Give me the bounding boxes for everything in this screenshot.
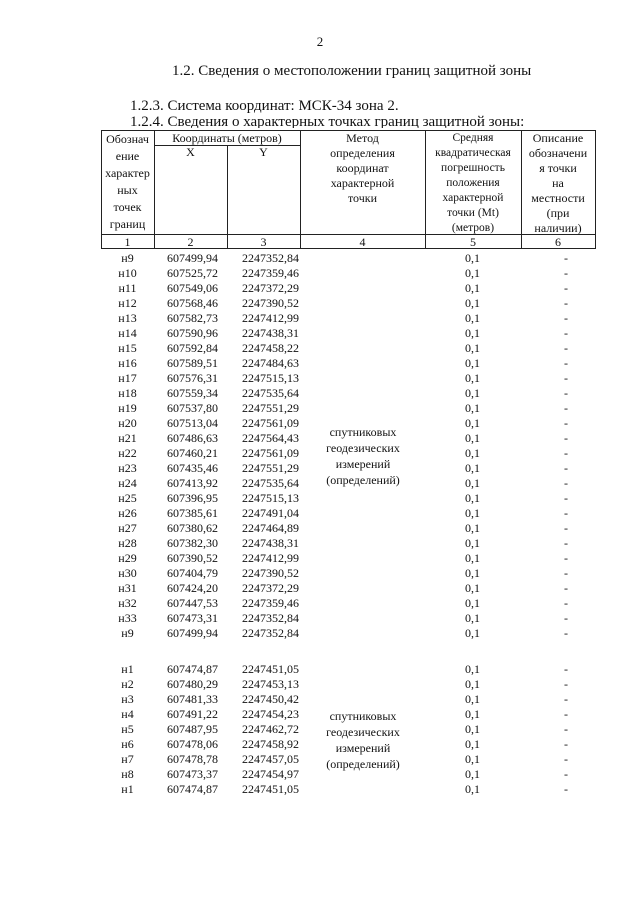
y-coordinate: 2247491,04 [242,506,299,520]
point-name: н7 [121,752,134,766]
point-name: н11 [118,281,137,295]
description-value: - [564,767,568,781]
header-line: Метод [346,131,379,145]
accuracy-value: 0,1 [465,386,480,400]
description-value: - [564,521,568,535]
header-line: Обознач [106,132,149,146]
x-coordinate: 607473,37 [167,767,218,781]
x-coordinate: 607404,79 [167,566,218,580]
description-value: - [564,782,568,796]
y-coordinate: 2247451,05 [242,782,299,796]
y-coordinate: 2247535,64 [242,476,299,490]
description-value: - [564,677,568,691]
method-line: измерений [335,457,391,471]
header-line: точки [347,191,378,205]
section-heading: 1.2. Сведения о местоположении границ защитной зоны [172,63,532,79]
header-line: я точки [539,161,577,175]
table-row [101,596,596,611]
table-row [101,611,596,626]
y-coordinate: 2247453,13 [242,677,299,691]
accuracy-value: 0,1 [465,692,480,706]
header-x: X [186,145,195,159]
description-value: - [564,596,568,610]
table-row [101,677,596,692]
header-line: местности [531,191,585,205]
y-coordinate: 2247458,92 [242,737,299,751]
table-row [101,386,596,401]
accuracy-value: 0,1 [465,662,480,676]
point-name: н10 [118,266,137,280]
column-number-2: 2 [187,235,194,249]
coordinate-system-line: 1.2.3. Система координат: МСК-34 зона 2. [130,98,399,114]
x-coordinate: 607592,84 [167,341,218,355]
header-line: характерной [330,176,395,190]
x-coordinate: 607390,52 [167,551,218,565]
description-value: - [564,737,568,751]
header-line: (метров) [451,222,495,234]
table-row [101,296,596,311]
point-name: н30 [118,566,137,580]
accuracy-value: 0,1 [465,626,480,640]
y-coordinate: 2247515,13 [242,491,299,505]
y-coordinate: 2247372,29 [242,581,299,595]
y-coordinate: 2247457,05 [242,752,299,766]
x-coordinate: 607582,73 [167,311,218,325]
point-name: н18 [118,386,137,400]
x-coordinate: 607491,22 [167,707,218,721]
header-line: погрешность [441,162,505,174]
accuracy-value: 0,1 [465,281,480,295]
method-line: спутниковых [329,709,397,723]
header-line: обозначени [528,146,588,160]
header-accuracy [425,131,521,236]
description-value: - [564,692,568,706]
y-coordinate: 2247454,97 [242,767,299,781]
y-coordinate: 2247454,23 [242,707,299,721]
x-coordinate: 607385,61 [167,506,218,520]
table-row [101,491,596,506]
description-value: - [564,446,568,460]
description-value: - [564,506,568,520]
description-value: - [564,401,568,415]
y-coordinate: 2247359,46 [242,596,299,610]
x-coordinate: 607447,53 [167,596,218,610]
table-row [101,326,596,341]
point-name: н8 [121,767,134,781]
y-coordinate: 2247438,31 [242,326,299,340]
point-name: н21 [118,431,137,445]
point-name: н23 [118,461,137,475]
accuracy-value: 0,1 [465,326,480,340]
header-line: (при [546,206,570,220]
description-value: - [564,581,568,595]
header-line: определения [330,146,395,160]
y-coordinate: 2247551,29 [242,401,299,415]
y-coordinate: 2247515,13 [242,371,299,385]
accuracy-value: 0,1 [465,551,480,565]
point-name: н27 [118,521,137,535]
point-name: н32 [118,596,137,610]
x-coordinate: 607435,46 [167,461,218,475]
header-line: ных [117,183,138,197]
accuracy-value: 0,1 [465,401,480,415]
accuracy-value: 0,1 [465,461,480,475]
accuracy-value: 0,1 [465,521,480,535]
col-divider-2 [227,145,228,249]
point-name: н24 [118,476,137,490]
accuracy-value: 0,1 [465,251,480,265]
accuracy-value: 0,1 [465,296,480,310]
accuracy-value: 0,1 [465,611,480,625]
description-value: - [564,611,568,625]
column-number-1: 1 [124,235,131,249]
y-coordinate: 2247464,89 [242,521,299,535]
x-coordinate: 607380,62 [167,521,218,535]
x-coordinate: 607559,34 [167,386,218,400]
x-coordinate: 607473,31 [167,611,218,625]
accuracy-value: 0,1 [465,506,480,520]
table-row [101,662,596,677]
x-coordinate: 607486,63 [167,431,218,445]
header-line: точки (Mt) [447,207,499,219]
accuracy-value: 0,1 [465,677,480,691]
column-number-5: 5 [470,235,476,249]
description-value: - [564,296,568,310]
x-coordinate: 607478,78 [167,752,218,766]
y-coordinate: 2247359,46 [242,266,299,280]
header-line: на [552,176,564,190]
point-name: н28 [118,536,137,550]
point-name: н9 [121,251,134,265]
table-row [101,566,596,581]
point-name: н4 [121,707,134,721]
accuracy-value: 0,1 [465,707,480,721]
header-line: положения [446,177,500,189]
description-value: - [564,626,568,640]
x-coordinate: 607568,46 [167,296,218,310]
description-value: - [564,326,568,340]
accuracy-value: 0,1 [465,266,480,280]
point-name: н20 [118,416,137,430]
method-line: геодезических [326,725,400,739]
header-line: Средняя [452,132,494,144]
description-value: - [564,371,568,385]
y-coordinate: 2247372,29 [242,281,299,295]
point-name: н15 [118,341,137,355]
description-value: - [564,752,568,766]
y-coordinate: 2247561,09 [242,416,299,430]
method-line: (определений) [326,473,400,487]
accuracy-value: 0,1 [465,416,480,430]
y-coordinate: 2247352,84 [242,611,299,625]
header-line: характер [105,166,150,180]
accuracy-value: 0,1 [465,491,480,505]
method-line: геодезических [326,441,400,455]
header-line: ение [115,149,140,163]
y-coordinate: 2247450,42 [242,692,299,706]
x-coordinate: 607478,06 [167,737,218,751]
method-line: спутниковых [329,425,397,439]
method-line: измерений [335,741,391,755]
point-name: н17 [118,371,137,385]
description-value: - [564,311,568,325]
point-name: н3 [121,692,134,706]
y-coordinate: 2247352,84 [242,626,299,640]
accuracy-value: 0,1 [465,536,480,550]
point-name: н12 [118,296,137,310]
point-name: н1 [121,782,134,796]
point-name: н9 [121,626,134,640]
point-name: н13 [118,311,137,325]
y-coordinate: 2247535,64 [242,386,299,400]
x-coordinate: 607499,94 [167,626,218,640]
accuracy-value: 0,1 [465,446,480,460]
accuracy-value: 0,1 [465,341,480,355]
description-value: - [564,341,568,355]
y-coordinate: 2247352,84 [242,251,299,265]
point-name: н16 [118,356,137,370]
description-value: - [564,386,568,400]
description-value: - [564,281,568,295]
description-value: - [564,551,568,565]
method-line: (определений) [326,757,400,771]
description-value: - [564,266,568,280]
column-number-3: 3 [260,235,267,249]
accuracy-value: 0,1 [465,782,480,796]
description-value: - [564,707,568,721]
y-coordinate: 2247564,43 [242,431,299,445]
table-right-border [595,130,596,249]
description-value: - [564,566,568,580]
column-number-4: 4 [359,235,366,249]
accuracy-value: 0,1 [465,356,480,370]
x-coordinate: 607589,51 [167,356,218,370]
header-y: Y [259,145,268,159]
table-row [101,521,596,536]
table-row [101,626,596,641]
point-name: н31 [118,581,137,595]
description-value: - [564,476,568,490]
table-row [101,341,596,356]
y-coordinate: 2247484,63 [242,356,299,370]
accuracy-value: 0,1 [465,737,480,751]
y-coordinate: 2247561,09 [242,446,299,460]
accuracy-value: 0,1 [465,596,480,610]
method-group-2 [308,708,418,772]
table-row [101,266,596,281]
x-coordinate: 607474,87 [167,662,218,676]
header-coordinates: Координаты (метров) [172,131,282,145]
header-line: наличии) [534,221,582,235]
x-coordinate: 607424,20 [167,581,218,595]
header-line: характерной [442,192,504,204]
accuracy-value: 0,1 [465,431,480,445]
header-point-name [101,131,154,233]
point-name: н6 [121,737,134,751]
point-name: н14 [118,326,137,340]
header-method [300,131,425,206]
table-row [101,692,596,707]
table-row [101,536,596,551]
x-coordinate: 607474,87 [167,782,218,796]
y-coordinate: 2247390,52 [242,296,299,310]
accuracy-value: 0,1 [465,476,480,490]
description-value: - [564,722,568,736]
x-coordinate: 607499,94 [167,251,218,265]
y-coordinate: 2247551,29 [242,461,299,475]
point-name: н25 [118,491,137,505]
point-name: н5 [121,722,134,736]
accuracy-value: 0,1 [465,566,480,580]
description-value: - [564,491,568,505]
accuracy-value: 0,1 [465,371,480,385]
description-value: - [564,416,568,430]
x-coordinate: 607382,30 [167,536,218,550]
header-line: Описание [532,131,584,145]
accuracy-value: 0,1 [465,311,480,325]
point-name: н1 [121,662,134,676]
table-row [101,251,596,266]
description-value: - [564,461,568,475]
table-row [101,401,596,416]
y-coordinate: 2247451,05 [242,662,299,676]
point-name: н33 [118,611,137,625]
table-row [101,311,596,326]
accuracy-value: 0,1 [465,581,480,595]
point-name: н29 [118,551,137,565]
x-coordinate: 607525,72 [167,266,218,280]
point-name: н19 [118,401,137,415]
table-row [101,356,596,371]
point-name: н22 [118,446,137,460]
y-coordinate: 2247412,99 [242,311,299,325]
header-line: точек [113,200,142,214]
description-value: - [564,536,568,550]
x-coordinate: 607549,06 [167,281,218,295]
y-coordinate: 2247462,72 [242,722,299,736]
y-coordinate: 2247412,99 [242,551,299,565]
table-row [101,371,596,386]
description-value: - [564,356,568,370]
y-coordinate: 2247438,31 [242,536,299,550]
x-coordinate: 607480,29 [167,677,218,691]
column-number-6: 6 [555,235,561,249]
header-description [521,131,595,236]
point-name: н2 [121,677,134,691]
x-coordinate: 607513,04 [167,416,218,430]
header-line: квадратическая [435,147,511,159]
accuracy-value: 0,1 [465,752,480,766]
y-coordinate: 2247390,52 [242,566,299,580]
description-value: - [564,251,568,265]
y-coordinate: 2247458,22 [242,341,299,355]
x-coordinate: 607537,80 [167,401,218,415]
table-row [101,506,596,521]
x-coordinate: 607590,96 [167,326,218,340]
table-row [101,782,596,797]
x-coordinate: 607396,95 [167,491,218,505]
table-row [101,581,596,596]
page-number: 2 [316,34,324,49]
accuracy-value: 0,1 [465,767,480,781]
description-value: - [564,431,568,445]
table-row [101,281,596,296]
table-row [101,551,596,566]
x-coordinate: 607576,31 [167,371,218,385]
x-coordinate: 607481,33 [167,692,218,706]
description-value: - [564,662,568,676]
x-coordinate: 607413,92 [167,476,218,490]
method-group-1 [308,424,418,488]
x-coordinate: 607487,95 [167,722,218,736]
x-coordinate: 607460,21 [167,446,218,460]
accuracy-value: 0,1 [465,722,480,736]
point-name: н26 [118,506,137,520]
header-line: границ [109,217,146,231]
header-line: координат [336,161,389,175]
points-title-line: 1.2.4. Сведения о характерных точках границ защитной зоны: [130,115,525,128]
